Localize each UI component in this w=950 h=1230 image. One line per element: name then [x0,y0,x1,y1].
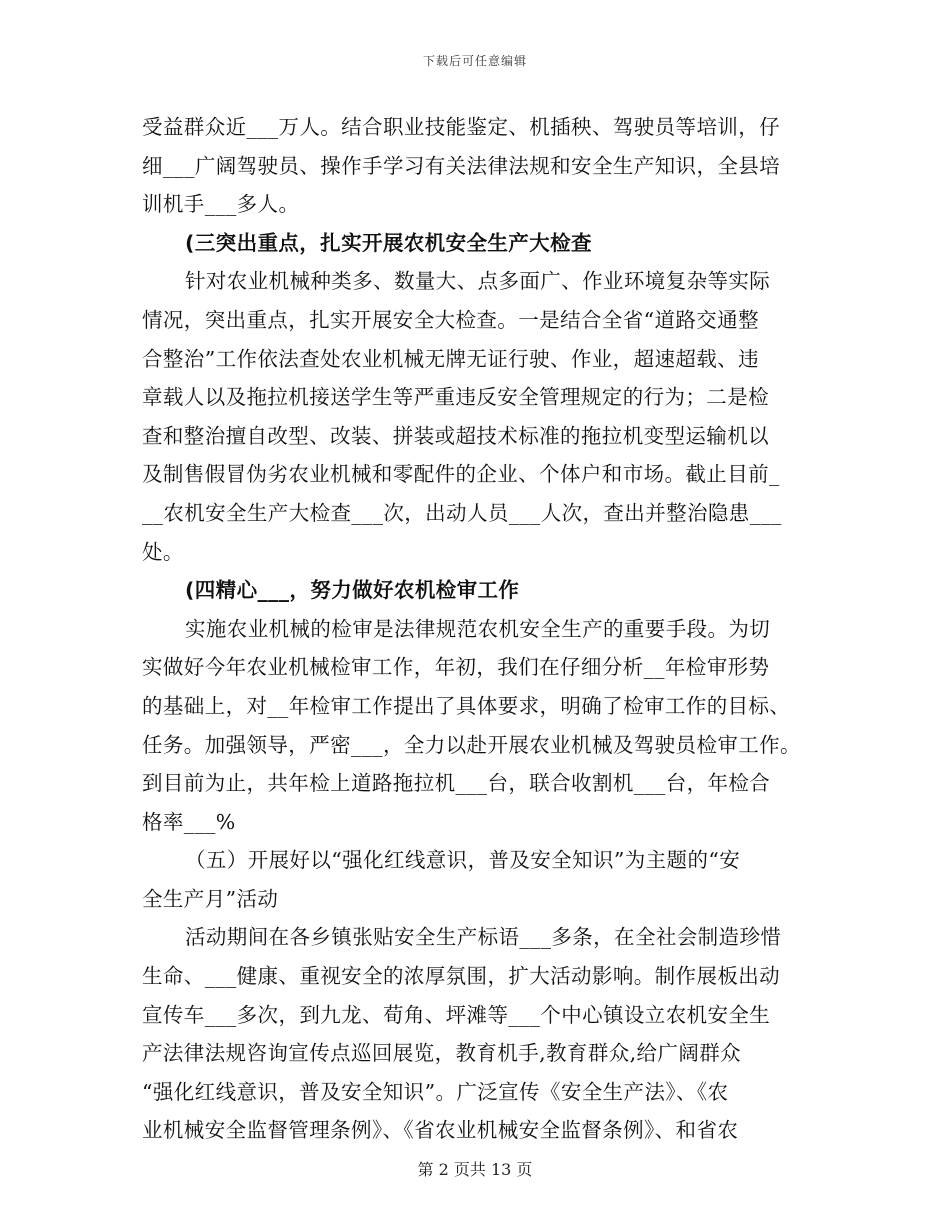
document-body [142,108,802,1150]
body-line: 任务。加强领导，严密___，全力以赴开展农业机械及驾驶员检审工作。 [142,732,801,757]
body-line: “强化红线意识，普及安全知识”。广泛宣传《安全生产法》、《农 [142,1079,729,1104]
body-line: 到目前为止，共年检上道路拖拉机___台，联合收割机___台，年检合 [142,771,771,796]
body-line: 生命、___健康、重视安全的浓厚氛围，扩大活动影响。制作展板出动 [142,964,781,989]
body-line: 活动期间在各乡镇张贴安全生产标语___多条，在全社会制造珍惜 [185,925,782,950]
page-footer: 第 2 页共 13 页 [417,1160,533,1179]
body-line: 实施农业机械的检审是法律规范农机安全生产的重要手段。为切 [185,616,771,641]
body-line: 查和整治擅自改型、改装、拼装或超技术标准的拖拉机变型运输机以 [142,423,769,448]
body-line: 格率___% [142,809,236,834]
body-line: 的基础上，对__年检审工作提出了具体要求，明确了检审工作的目标、 [142,693,791,718]
page-header: 下载后可任意编辑 [422,54,527,68]
body-line: 实做好今年农业机械检审工作，年初，我们在仔细分析__年检审形势 [142,655,770,680]
body-line: 及制售假冒伪劣农业机械和零配件的企业、个体户和市场。截止目前_ [142,462,780,487]
body-line: 受益群众近___万人。结合职业技能鉴定、机插秧、驾驶员等培训，仔 [142,115,781,139]
body-line: 业机械安全监督管理条例》、《省农业机械安全监督条例》、和省农 [142,1118,739,1143]
body-line: 宣传车___多次，到九龙、荀角、坪滩等___个中心镇设立农机安全生 [142,1002,771,1027]
body-line: 产法律法规咨询宣传点巡回展览，教育机手,教育群众,给广阔群众 [142,1041,742,1066]
body-line: __农机安全生产大检查___次，出动人员___人次，查出并整治隐患___ [142,500,782,525]
body-line: 合整治”工作依法查处农业机械无牌无证行驶、作业，超速超载、违 [142,346,759,371]
body-line: 章载人以及拖拉机接送学生等严重违反安全管理规定的行为；二是检 [142,385,769,410]
body-line: 针对农业机械种类多、数量大、点多面广、作业环境复杂等实际 [185,269,771,294]
section-heading: （五）开展好以“强化红线意识，普及安全知识”为主题的“安 [185,848,741,873]
body-line: 训机手___多人。 [142,192,300,217]
body-line: 处。 [142,539,184,564]
body-line: 细___广阔驾驶员、操作手学习有关法律法规和安全生产知识，全县培 [142,153,781,178]
section-heading: (四精心___，努力做好农机检审工作 [185,578,520,603]
section-heading: (三突出重点，扎实开展农机安全生产大检查 [185,230,592,255]
body-line: 全生产月”活动 [142,886,279,911]
body-line: 情况，突出重点，扎实开展安全大检查。一是结合全省“道路交通整 [142,307,759,332]
